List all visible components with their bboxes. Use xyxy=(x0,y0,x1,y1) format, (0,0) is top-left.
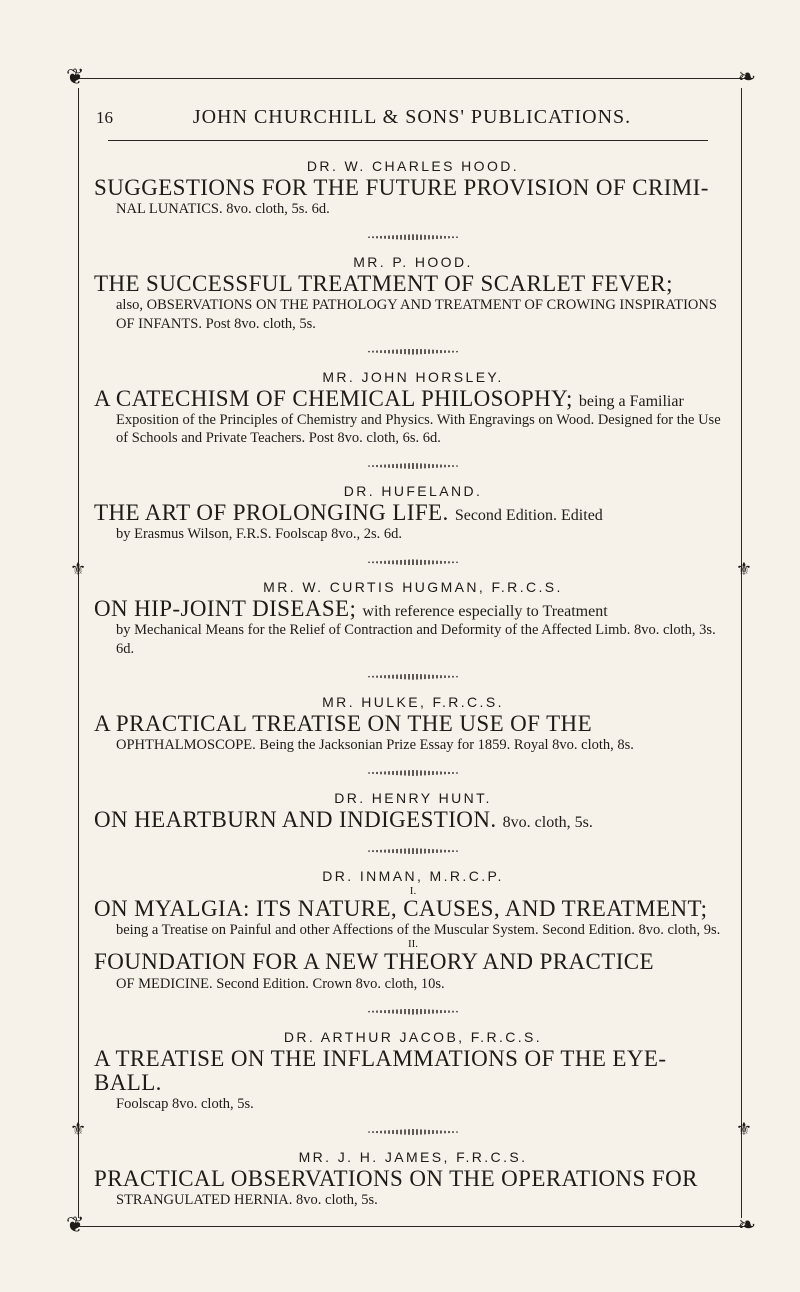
running-head: JOHN CHURCHILL & SONS' PUBLICATIONS. xyxy=(192,106,632,128)
divider-ornament xyxy=(368,674,458,680)
entry-title: THE SUCCESSFUL TREATMENT OF SCARLET FEVER; xyxy=(94,271,673,297)
entry-title xyxy=(94,597,732,621)
entry-title: PRACTICAL OBSERVATIONS ON THE OPERATIONS FOR xyxy=(94,1166,698,1192)
entry-author: DR. HUFELAND. xyxy=(343,483,483,500)
entry-title-main: ON HIP-JOINT DISEASE; xyxy=(94,596,357,622)
corner-ornament-icon: ❦ xyxy=(66,64,85,89)
corner-ornament-icon: ❧ xyxy=(737,64,756,89)
entry-numeral: II. xyxy=(407,938,419,951)
entry-title: A TREATISE ON THE INFLAMMATIONS OF THE EYE-BALL. xyxy=(94,1045,667,1095)
entry-body: Exposition of the Principles of Chemistry and Physics. With Engravings on Wood. Designed for the Use of Schools and Private Teachers. Post 8vo. cloth, 6s. 6d. xyxy=(116,411,721,446)
entry-body: OF MEDICINE. Second Edition. Crown 8vo. cloth, 10s. xyxy=(116,975,445,992)
entry-title xyxy=(94,808,732,832)
corner-ornament-icon: ❦ xyxy=(66,1212,85,1237)
page-header xyxy=(96,106,728,129)
divider-ornament xyxy=(368,463,458,469)
entry-title-rest: 8vo. cloth, 5s. xyxy=(502,813,593,831)
side-ornament-icon: ⚜ xyxy=(735,559,752,579)
entry-author: DR. INMAN, M.R.C.P. xyxy=(322,868,504,885)
divider-ornament xyxy=(368,848,458,854)
catalogue-list xyxy=(94,158,732,1209)
divider-ornament xyxy=(368,770,458,776)
catalogue-entry xyxy=(94,1029,732,1113)
entry-body: by Erasmus Wilson, F.R.S. Foolscap 8vo., 2s. 6d. xyxy=(116,526,402,543)
side-ornament-icon: ⚜ xyxy=(735,1119,752,1139)
catalogue-entry xyxy=(94,158,732,218)
entry-author: DR. ARTHUR JACOB, F.R.C.S. xyxy=(283,1028,543,1045)
entry-body: Foolscap 8vo. cloth, 5s. xyxy=(116,1095,254,1112)
entry-body: NAL LUNATICS. 8vo. cloth, 5s. 6d. xyxy=(116,201,330,218)
entry-author: MR. P. HOOD. xyxy=(353,254,473,271)
frame-top-rule xyxy=(72,78,748,79)
divider-ornament xyxy=(368,1129,458,1135)
entry-title: SUGGESTIONS FOR THE FUTURE PROVISION OF CRIMI- xyxy=(94,175,709,200)
entry-author: MR. HULKE, F.R.C.S. xyxy=(322,693,504,710)
page-number: 16 xyxy=(96,108,113,127)
entry-title-rest: with reference especially to Treatment xyxy=(362,603,608,621)
catalogue-entry xyxy=(94,1149,732,1209)
entry-title-main: THE ART OF PROLONGING LIFE. xyxy=(94,500,449,526)
entry-title xyxy=(94,501,732,525)
entry-title-rest: Second Edition. Edited xyxy=(454,507,603,525)
catalogue-entry xyxy=(94,483,732,543)
entry-title xyxy=(94,387,732,411)
catalogue-entry xyxy=(94,790,732,832)
frame-right-rule xyxy=(741,88,742,1218)
side-ornament-icon: ⚜ xyxy=(70,1119,87,1139)
frame-bottom-rule xyxy=(72,1226,748,1227)
entry-author: MR. JOHN HORSLEY. xyxy=(322,368,504,385)
entry-title-main: ON HEARTBURN AND INDIGESTION. xyxy=(94,806,497,832)
entry-author: DR. W. CHARLES HOOD. xyxy=(306,158,520,174)
entry-numeral: I. xyxy=(409,885,417,898)
divider-ornament xyxy=(368,559,458,565)
entry-body: OPHTHALMOSCOPE. Being the Jacksonian Prize Essay for 1859. Royal 8vo. cloth, 8s. xyxy=(116,736,634,753)
catalogue-entry xyxy=(94,868,732,993)
catalogue-entry xyxy=(94,579,732,657)
entry-body: STRANGULATED HERNIA. 8vo. cloth, 5s. xyxy=(116,1192,378,1209)
entry-title: FOUNDATION FOR A NEW THEORY AND PRACTICE xyxy=(94,949,654,975)
entry-body: being a Treatise on Painful and other Affections of the Muscular System. Second Edition. 8vo. cloth, 9s. xyxy=(116,922,721,939)
entry-body: also, OBSERVATIONS ON THE PATHOLOGY AND TREATMENT OF CROWING INSPIRATIONS OF INFANTS. Post 8vo. cloth, 5s. xyxy=(116,297,717,332)
catalogue-entry xyxy=(94,694,732,754)
divider-ornament xyxy=(368,234,458,240)
divider-ornament xyxy=(368,1009,458,1015)
catalogue-entry xyxy=(94,254,732,332)
entry-author: MR. W. CURTIS HUGMAN, F.R.C.S. xyxy=(263,579,563,596)
entry-title: ON MYALGIA: ITS NATURE, CAUSES, AND TREATMENT; xyxy=(94,896,708,922)
entry-author: DR. HENRY HUNT. xyxy=(334,789,492,806)
divider-ornament xyxy=(368,349,458,355)
entry-title-main: A CATECHISM OF CHEMICAL PHILOSOPHY; xyxy=(94,385,573,411)
entry-title: A PRACTICAL TREATISE ON THE USE OF THE xyxy=(94,710,593,736)
entry-body: by Mechanical Means for the Relief of Contraction and Deformity of the Affected Limb. 8vo. cloth, 3s. 6d. xyxy=(116,622,716,657)
frame-left-rule xyxy=(78,88,79,1218)
catalogue-entry xyxy=(94,369,732,447)
corner-ornament-icon: ❧ xyxy=(737,1212,756,1237)
entry-author: MR. J. H. JAMES, F.R.C.S. xyxy=(298,1149,528,1166)
side-ornament-icon: ⚜ xyxy=(70,559,87,579)
header-rule xyxy=(108,140,708,141)
entry-title-rest: being a Familiar xyxy=(578,392,684,410)
